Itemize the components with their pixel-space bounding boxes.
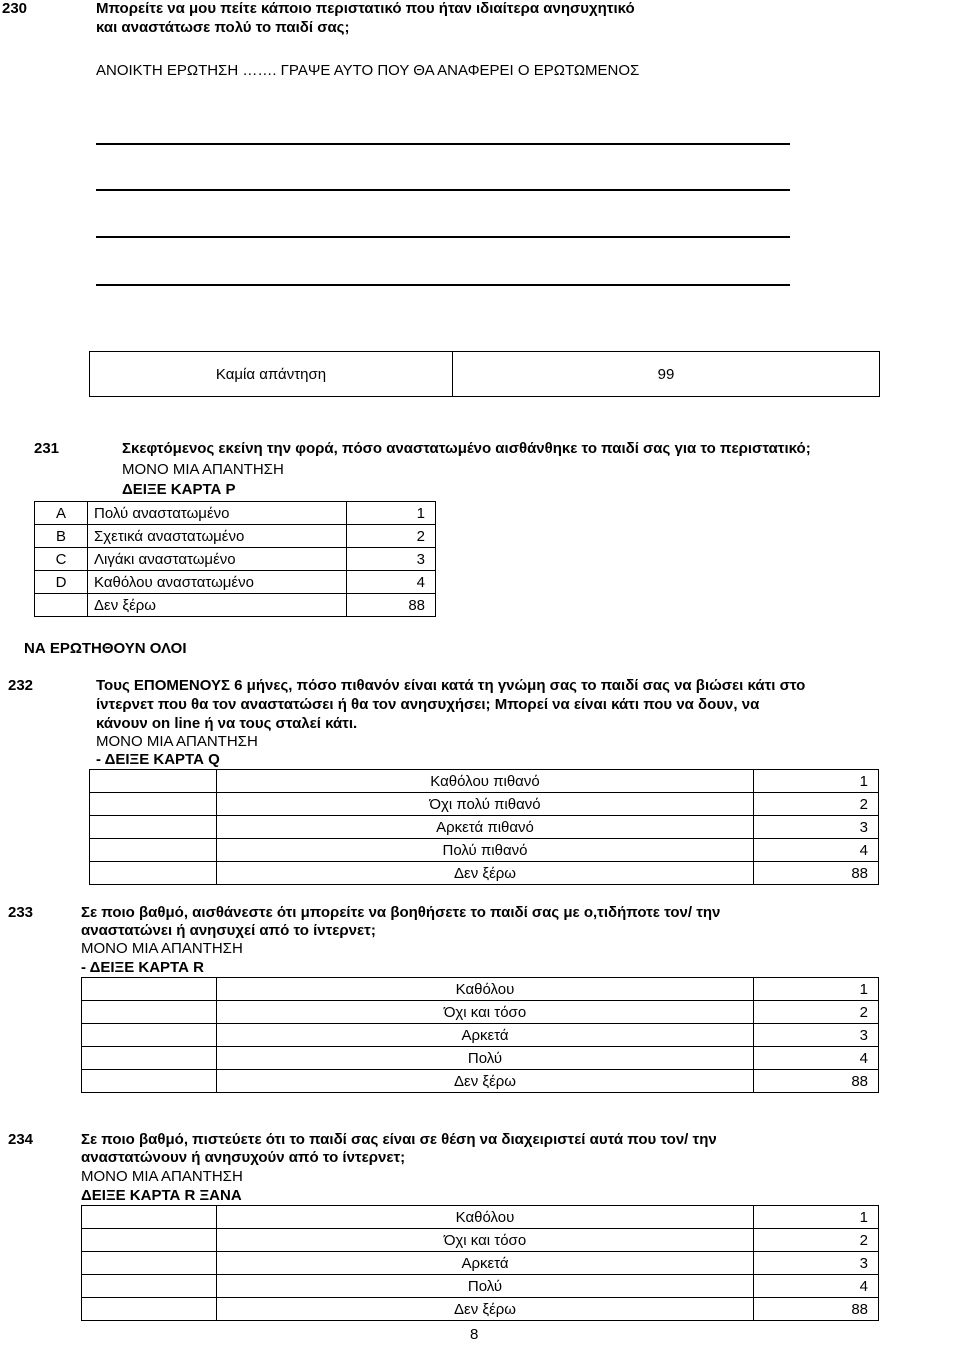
- option-code: 3: [754, 1252, 879, 1275]
- option-label: Αρκετά: [217, 1024, 754, 1047]
- q232-show-card: - ΔΕΙΞΕ ΚΑΡΤΑ Q: [96, 751, 220, 768]
- option-code: 4: [754, 839, 879, 862]
- q231-show-card: ΔΕΙΞΕ ΚΑΡΤΑ P: [122, 481, 236, 498]
- q232-option-row[interactable]: [90, 816, 879, 839]
- q234-options-table: [81, 1205, 879, 1321]
- option-code: 1: [754, 978, 879, 1001]
- option-label: Δεν ξέρω: [88, 594, 347, 617]
- q232-options-table: [89, 769, 879, 885]
- option-label: Αρκετά: [217, 1252, 754, 1275]
- option-label: Πολύ αναστατωμένο: [88, 502, 347, 525]
- q231-option-row[interactable]: [35, 571, 436, 594]
- q230-instruction: ΑΝΟΙΚΤΗ ΕΡΩΤΗΣΗ ……. ΓΡΑΨΕ ΑΥΤΟ ΠΟΥ ΘΑ ΑΝΑΦΕΡΕΙ Ο ΕΡΩΤΩΜΕΝΟΣ: [96, 62, 640, 79]
- q233-number: 233: [8, 904, 34, 921]
- answer-line-3[interactable]: [96, 236, 790, 238]
- q233-option-row[interactable]: [82, 1047, 879, 1070]
- option-label: Όχι πολύ πιθανό: [217, 793, 754, 816]
- q230-number: 230: [2, 0, 28, 17]
- option-code: 4: [754, 1275, 879, 1298]
- q234-option-row[interactable]: [82, 1252, 879, 1275]
- q234-option-row[interactable]: [82, 1298, 879, 1321]
- option-letter: A: [35, 502, 88, 525]
- option-code: 4: [754, 1047, 879, 1070]
- option-code: 88: [754, 1298, 879, 1321]
- option-label: Δεν ξέρω: [217, 862, 754, 885]
- q233-text-line1: Σε ποιο βαθμό, αισθάνεστε ότι μπορείτε να βοηθήσετε το παιδί σας με ο,τιδήποτε τον/ την: [81, 904, 721, 921]
- no-answer-label[interactable]: Καμία απάντηση: [90, 352, 453, 397]
- q232-option-row[interactable]: [90, 839, 879, 862]
- q234-option-row[interactable]: [82, 1229, 879, 1252]
- q230-text-line1: Μπορείτε να μου πείτε κάποιο περιστατικό που ήταν ιδιαίτερα ανησυχητικό: [96, 0, 635, 17]
- option-code: 88: [754, 862, 879, 885]
- page-number: 8: [470, 1326, 479, 1343]
- option-label: Πολύ: [217, 1275, 754, 1298]
- q232-text-line3: κάνουν on line ή να τους σταλεί κάτι.: [96, 715, 358, 732]
- option-code: 88: [347, 594, 436, 617]
- ask-all-label: ΝΑ ΕΡΩΤΗΘΟΥΝ ΟΛΟΙ: [24, 640, 187, 657]
- option-label: Όχι και τόσο: [217, 1229, 754, 1252]
- q234-text-line2: αναστατώνουν ή ανησυχούν από το ίντερνετ;: [81, 1149, 406, 1166]
- option-code: 1: [754, 1206, 879, 1229]
- option-code: 3: [754, 1024, 879, 1047]
- q232-text-line1: Τους ΕΠΟΜΕΝΟΥΣ 6 μήνες, πόσο πιθανόν είναι κατά τη γνώμη σας το παιδί σας να βιώσει κάτι στο: [96, 677, 806, 694]
- q230-no-answer-table: [89, 351, 880, 397]
- option-code: 3: [347, 548, 436, 571]
- option-label: Σχετικά αναστατωμένο: [88, 525, 347, 548]
- q233-option-row[interactable]: [82, 1070, 879, 1093]
- q234-single-answer: ΜΟΝΟ ΜΙΑ ΑΠΑΝΤΗΣΗ: [81, 1168, 243, 1185]
- option-code: 2: [754, 1229, 879, 1252]
- option-label: Καθόλου πιθανό: [217, 770, 754, 793]
- q231-option-row[interactable]: [35, 525, 436, 548]
- option-code: 2: [754, 1001, 879, 1024]
- q232-number: 232: [8, 677, 34, 694]
- q231-option-row[interactable]: [35, 594, 436, 617]
- option-letter: C: [35, 548, 88, 571]
- q232-single-answer: ΜΟΝΟ ΜΙΑ ΑΠΑΝΤΗΣΗ: [96, 733, 258, 750]
- q231-number: 231: [34, 440, 60, 457]
- q234-option-row[interactable]: [82, 1206, 879, 1229]
- option-code: 1: [754, 770, 879, 793]
- q234-option-row[interactable]: [82, 1275, 879, 1298]
- option-label: Λιγάκι αναστατωμένο: [88, 548, 347, 571]
- q234-show-card: ΔΕΙΞΕ ΚΑΡΤΑ R ΞΑΝΑ: [81, 1187, 242, 1204]
- answer-line-4[interactable]: [96, 284, 790, 286]
- option-label: Καθόλου: [217, 1206, 754, 1229]
- option-code: 2: [347, 525, 436, 548]
- option-label: Δεν ξέρω: [217, 1070, 754, 1093]
- option-label: Καθόλου: [217, 978, 754, 1001]
- q232-option-row[interactable]: [90, 862, 879, 885]
- option-label: Καθόλου αναστατωμένο: [88, 571, 347, 594]
- q232-option-row[interactable]: [90, 770, 879, 793]
- q232-option-row[interactable]: [90, 793, 879, 816]
- option-label: Δεν ξέρω: [217, 1298, 754, 1321]
- option-code: 3: [754, 816, 879, 839]
- option-label: Πολύ: [217, 1047, 754, 1070]
- answer-line-2[interactable]: [96, 189, 790, 191]
- option-code: 1: [347, 502, 436, 525]
- option-label: Αρκετά πιθανό: [217, 816, 754, 839]
- q234-text-line1: Σε ποιο βαθμό, πιστεύετε ότι το παιδί σας είναι σε θέση να διαχειριστεί αυτά που τον/ την: [81, 1131, 717, 1148]
- q231-text: Σκεφτόμενος εκείνη την φορά, πόσο αναστατωμένο αισθάνθηκε το παιδί σας για το περιστατικό;: [122, 440, 811, 457]
- q233-text-line2: αναστατώνει ή ανησυχεί από το ίντερνετ;: [81, 922, 376, 939]
- option-letter: B: [35, 525, 88, 548]
- option-letter: [35, 594, 88, 617]
- option-label: Όχι και τόσο: [217, 1001, 754, 1024]
- option-code: 88: [754, 1070, 879, 1093]
- q231-options-table: [34, 501, 436, 617]
- q231-single-answer: ΜΟΝΟ ΜΙΑ ΑΠΑΝΤΗΣΗ: [122, 461, 284, 478]
- q233-single-answer: ΜΟΝΟ ΜΙΑ ΑΠΑΝΤΗΣΗ: [81, 940, 243, 957]
- q233-options-table: [81, 977, 879, 1093]
- q232-text-line2: ίντερνετ που θα τον αναστατώσει ή θα τον ανησυχήσει; Μπορεί να είναι κάτι που να δουν, να: [96, 696, 760, 713]
- q233-option-row[interactable]: [82, 1024, 879, 1047]
- answer-line-1[interactable]: [96, 143, 790, 145]
- q234-number: 234: [8, 1131, 34, 1148]
- q233-show-card: - ΔΕΙΞΕ ΚΑΡΤΑ R: [81, 959, 204, 976]
- no-answer-code[interactable]: 99: [453, 352, 880, 397]
- option-code: 2: [754, 793, 879, 816]
- q233-option-row[interactable]: [82, 978, 879, 1001]
- option-letter: D: [35, 571, 88, 594]
- q230-text-line2: και αναστάτωσε πολύ το παιδί σας;: [96, 19, 350, 36]
- option-code: 4: [347, 571, 436, 594]
- q231-option-row[interactable]: [35, 548, 436, 571]
- q231-option-row[interactable]: [35, 502, 436, 525]
- q233-option-row[interactable]: [82, 1001, 879, 1024]
- option-label: Πολύ πιθανό: [217, 839, 754, 862]
